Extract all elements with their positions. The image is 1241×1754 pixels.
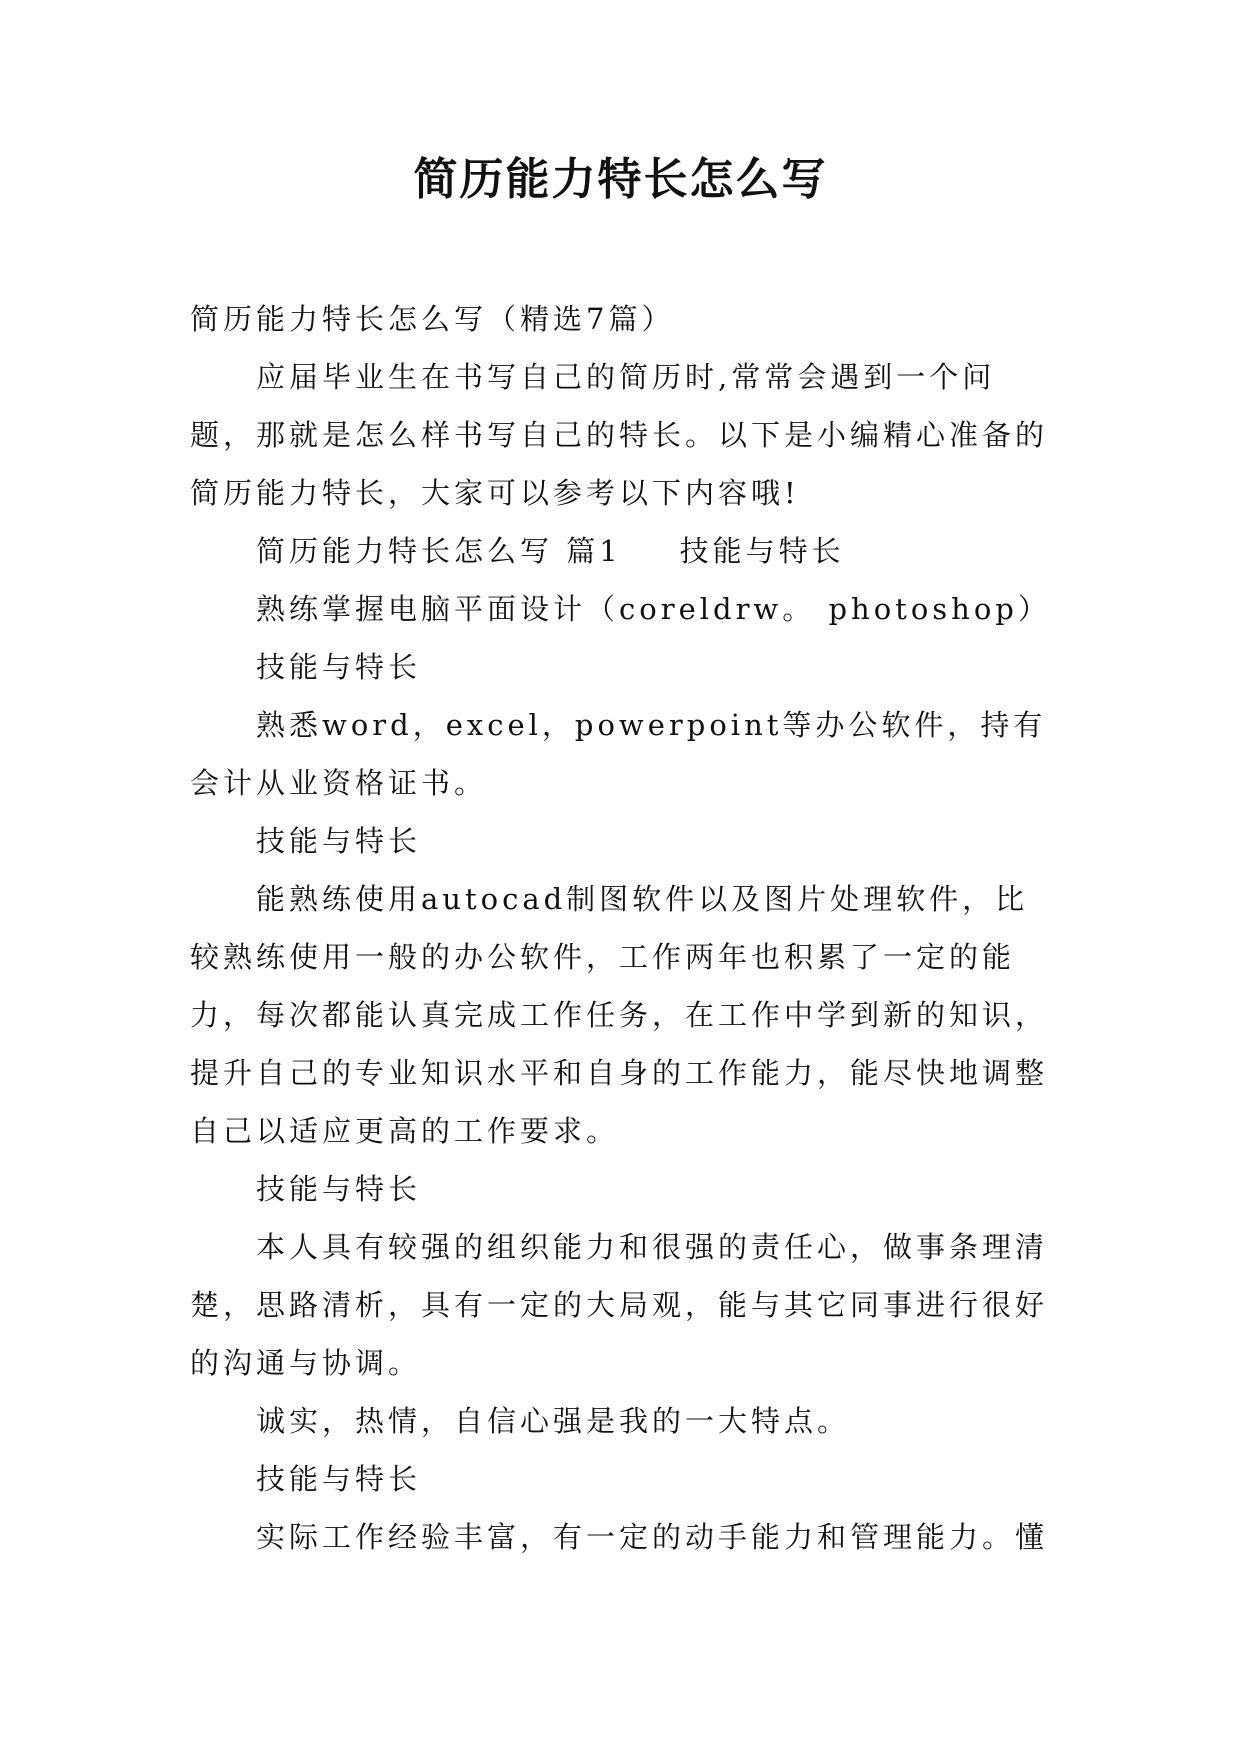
paragraph-skill-heading: 技能与特长 <box>256 650 422 684</box>
paragraph-skill-heading: 技能与特长 <box>256 1172 422 1206</box>
paragraph-trait: 诚实，热情，自信心强是我的一大特点。 <box>256 1404 851 1438</box>
paragraph-skill-autocad: 能熟练使用autocad制图软件以及图片处理软件，比较熟练使用一般的办公软件，工作两年也积累了一定的能力，每次都能认真完成工作任务，在工作中学到新的知识，提升自己的专业知识水平和自身的工作能力，能尽快地调整自己以适应更高的工作要求。 <box>190 882 1049 1148</box>
document-body <box>190 290 1060 1566</box>
paragraph-skill-organization: 本人具有较强的组织能力和很强的责任心，做事条理清楚，思路清析，具有一定的大局观，能与其它同事进行很好的沟通与协调。 <box>190 1230 1049 1380</box>
paragraph-skill-design: 熟练掌握电脑平面设计（coreldrw。 photoshop） <box>256 592 1051 626</box>
paragraph-section-heading <box>190 522 1060 580</box>
paragraph-skill-office: 熟悉word，excel，powerpoint等办公软件，持有会计从业资格证书。 <box>190 708 1047 800</box>
section-subtitle: 技能与特长 <box>679 534 845 568</box>
paragraph-intro: 应届毕业生在书写自己的简历时,常常会遇到一个问题，那就是怎么样书写自己的特长。以下是小编精心准备的简历能力特长，大家可以参考以下内容哦! <box>190 360 1049 510</box>
paragraph-skill-experience: 实际工作经验丰富，有一定的动手能力和管理能力。懂 <box>256 1520 1049 1554</box>
section-title: 简历能力特长怎么写 篇1 <box>256 534 622 568</box>
paragraph-subtitle: 简历能力特长怎么写（精选7篇） <box>190 302 675 336</box>
document-title: 简历能力特长怎么写 <box>413 154 828 205</box>
paragraph-skill-heading: 技能与特长 <box>256 824 422 858</box>
paragraph-skill-heading: 技能与特长 <box>256 1462 422 1496</box>
